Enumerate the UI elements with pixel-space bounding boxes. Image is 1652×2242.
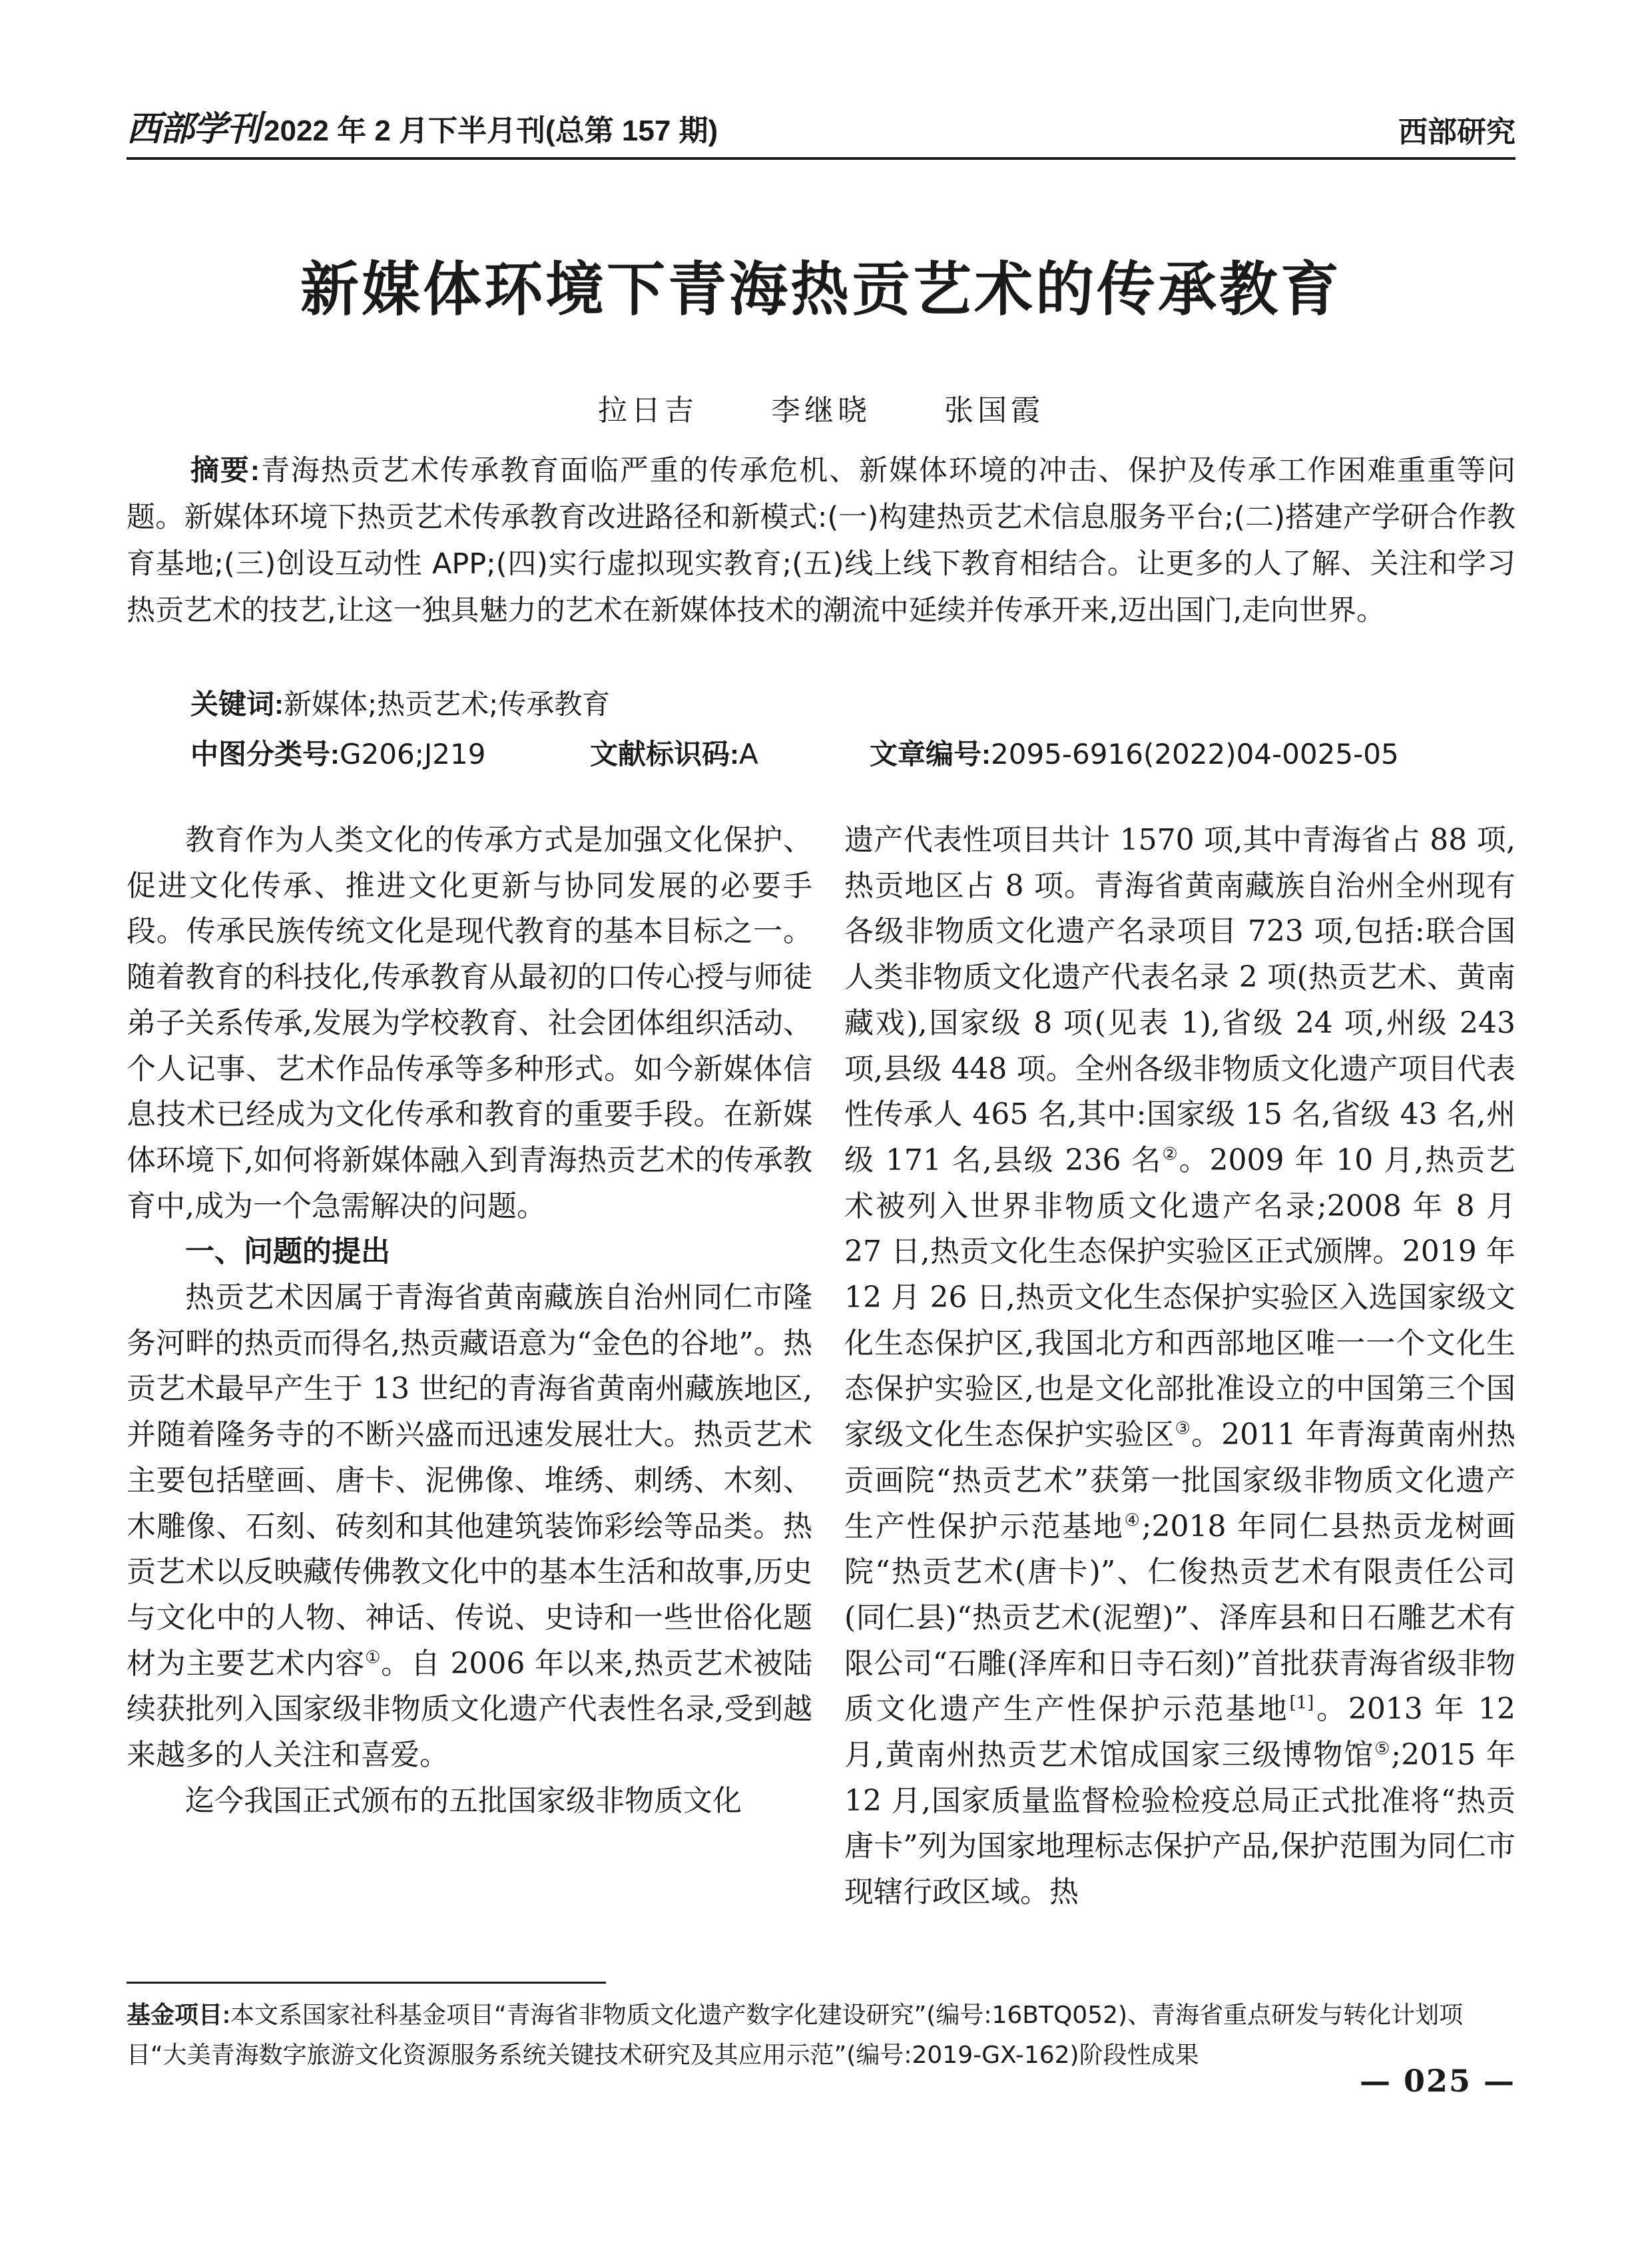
author-name: 张国霞 <box>944 394 1044 427</box>
footnote-ref: ④ <box>1124 1510 1142 1530</box>
funding-text: 本文系国家社科基金项目“青海省非物质文化遗产数字化建设研究”(编号:16BTQ052)、青海省重点研发与转化计划项目“大美青海数字旅游文化资源服务系统关键技术研究及其应用示范”(编号:2019-GX-162)阶段性成果 <box>127 2002 1464 2069</box>
article-number <box>870 732 1399 772</box>
footnote-ref: ③ <box>1175 1418 1191 1439</box>
issue-info: 2022 年 2 月下半月刊(总第 157 期) <box>264 115 718 147</box>
paragraph-text: 。2009 年 10 月,热贡艺术被列入世界非物质文化遗产名录;2008 年 8 月 27 日,热贡文化生态保护实验区正式颁牌。2019 年 12 月 26 日,热贡文化生态保护实验区入选国家级文化生态保护区,我国北方和西部地区唯一一个文化生态保护实验区,也是文化部批准设立的中国第三个国家级文化生态保护实验区 <box>844 1143 1515 1452</box>
doc-value: A <box>739 738 758 770</box>
abstract-label: 摘要: <box>190 455 260 487</box>
section-name: 西部研究 <box>1398 116 1515 148</box>
document-code <box>590 732 758 772</box>
funding-label: 基金项目: <box>127 2001 230 2028</box>
keywords-label: 关键词: <box>190 689 284 720</box>
paragraph: 迄今我国正式颁布的五批国家级非物质文化 <box>185 1783 742 1818</box>
footnote-ref: ① <box>365 1647 382 1667</box>
article-title: 新媒体环境下青海热贡艺术的传承教育 <box>300 254 1342 324</box>
section-heading: 一、问题的提出 <box>185 1235 390 1268</box>
header-left <box>127 101 718 150</box>
authors <box>127 386 1515 429</box>
footnote-rule <box>127 1982 606 1984</box>
keywords-text: 新媒体;热贡艺术;传承教育 <box>284 688 611 720</box>
paragraph-text: 热贡艺术因属于青海省黄南藏族自治州同仁市隆务河畔的热贡而得名,热贡藏语意为“金色的谷地”。热贡艺术最早产生于 13 世纪的青海省黄南州藏族地区,并随着隆务寺的不断兴盛而迅速发展壮大。热贡艺术主要包括壁画、唐卡、泥佛像、堆绣、刺绣、木刻、木雕像、石刻、砖刻和其他建筑装饰彩绘等品类。热贡艺术以反映藏传佛教文化中的基本生活和故事,历史与文化中的人物、神话、传说、史诗和一些世俗化题材为主要艺术内容 <box>127 1280 812 1681</box>
paragraph: 教育作为人类文化的传承方式是加强文化保护、促进文化传承、推进文化更新与协同发展的必要手段。传承民族传统文化是现代教育的基本目标之一。随着教育的科技化,传承教育从最初的口传心授与师徒弟子关系传承,发展为学校教育、社会团体组织活动、个人记事、艺术作品传承等多种形式。如今新媒体信息技术已经成为文化传承和教育的重要手段。在新媒体环境下,如何将新媒体融入到青海热贡艺术的传承教育中,成为一个急需解决的问题。 <box>127 823 812 1223</box>
clc-number <box>190 732 485 772</box>
abstract-text: 青海热贡艺术传承教育面临严重的传承危机、新媒体环境的冲击、保护及传承工作困难重重等问题。新媒体环境下热贡艺术传承教育改进路径和新模式:(一)构建热贡艺术信息服务平台;(二)搭建产学研合作教育基地;(三)创设互动性 APP;(四)实行虚拟现实教育;(五)线上线下教育相结合。让更多的人了解、关注和学习热贡艺术的技艺,让这一独具魅力的艺术在新媒体技术的潮流中延续并传承开来,迈出国门,走向世界。 <box>127 454 1515 627</box>
clc-value: G206;J219 <box>340 738 486 770</box>
footnote-ref: ② <box>1162 1144 1179 1165</box>
paragraph-text: 。2011 年青海黄南州热贡画院“热贡艺术”获第一批国家级非物质文化遗产生产性保护示范基地 <box>844 1418 1516 1543</box>
paragraph-text: ;2015 年 12 月,国家质量监督检验检疫总局正式批准将“热贡唐卡”列为国家地理标志保护产品,保护范围为同仁市现辖行政区域。热 <box>844 1738 1515 1910</box>
doc-label: 文献标识码: <box>590 738 739 770</box>
journal-logo: 西部学刊 <box>127 109 260 149</box>
author-name: 拉日吉 <box>598 394 698 427</box>
article-label: 文章编号: <box>870 738 991 770</box>
abstract <box>127 447 1515 634</box>
paragraph <box>127 1275 812 1779</box>
citation-ref: [1] <box>1289 1693 1314 1713</box>
footnote-ref: ⑤ <box>1374 1739 1392 1759</box>
paragraph-text: 。自 2006 年以来,热贡艺术被陆续获批列入国家级非物质文化遗产代表性名录,受到越来越多的人关注和喜爱。 <box>127 1646 813 1773</box>
paragraph <box>844 818 1515 1916</box>
right-column <box>844 818 1515 1916</box>
keywords <box>190 683 1515 722</box>
page-number: — 025 — <box>1359 2063 1515 2099</box>
paragraph-text: 遗产代表性项目共计 1570 项,其中青海省占 88 项,热贡地区占 8 项。青海省黄南藏族自治州全州现有各级非物质文化遗产名录项目 723 项,包括:联合国人类非物质文化遗产代表名录 2 项(热贡艺术、黄南藏戏),国家级 8 项(见表 1),省级 24 项,州级 243 项,县级 448 项。全州各级非物质文化遗产项目代表性传承人 465 名,其中:国家级 15 名,省级 43 名,州级 171 名,县级 236 名 <box>844 823 1515 1177</box>
clc-label: 中图分类号: <box>190 738 340 770</box>
left-column <box>127 818 812 1824</box>
running-header <box>127 107 1515 160</box>
funding-note <box>127 1995 1515 2076</box>
paragraph-text: ;2018 年同仁县热贡龙树画院“热贡艺术(唐卡)”、仁俊热贡艺术有限责任公司(同仁县)“热贡艺术(泥塑)”、泽库县和日石雕艺术有限公司“石雕(泽库和日寺石刻)”首批获青海省级非物质文化遗产生产性保护示范基地 <box>844 1509 1516 1727</box>
paragraph-text: 。2013 年 12 月,黄南州热贡艺术馆成国家三级博物馆 <box>844 1692 1516 1773</box>
author-name: 李继晓 <box>771 394 871 427</box>
article-value: 2095-6916(2022)04-0025-05 <box>991 738 1399 770</box>
